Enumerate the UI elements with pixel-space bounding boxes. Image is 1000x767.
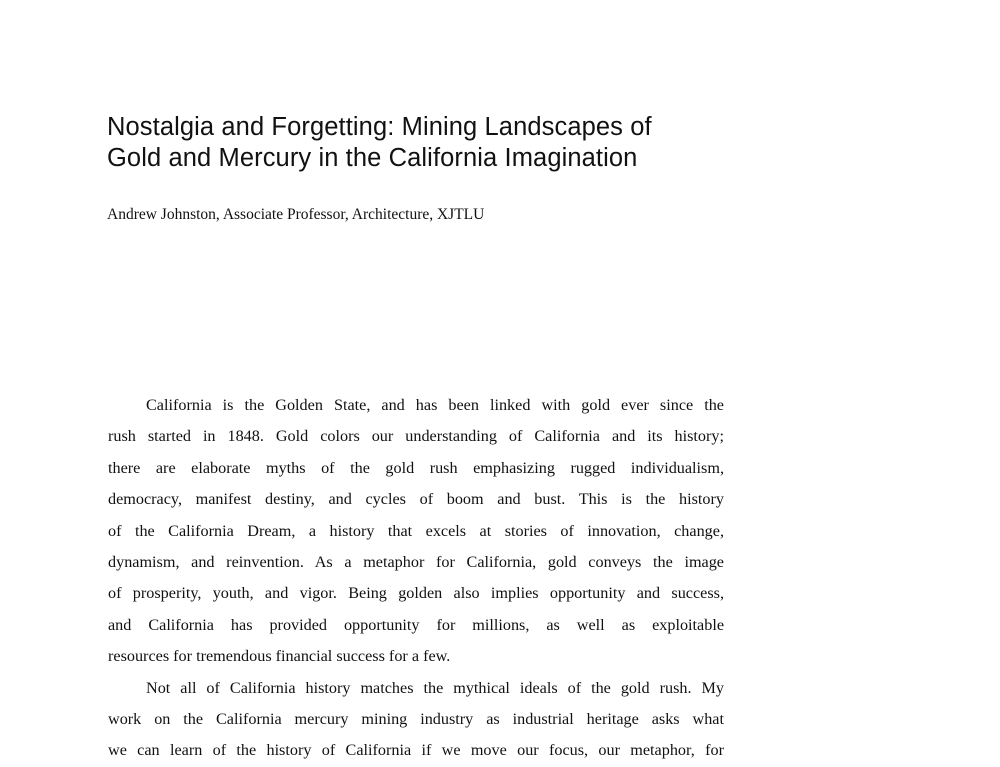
title-line: Nostalgia and Forgetting: Mining Landscapes of — [107, 113, 652, 141]
author-line: Andrew Johnston, Associate Professor, Architecture, XJTLU — [107, 206, 485, 223]
body-line: resources for tremendous financial success for a few. — [108, 647, 451, 666]
body-line: Not all of California history matches the mythical ideals of the gold rush. My — [146, 678, 724, 697]
body-line: work on the California mercury mining industry as industrial heritage asks what — [108, 709, 724, 728]
body-line: California is the Golden State, and has been linked with gold ever since the — [146, 396, 724, 414]
body-line: rush started in 1848. Gold colors our understanding of California and its history; — [108, 427, 724, 446]
body-text — [108, 390, 724, 760]
paper-title — [107, 112, 767, 174]
body-line: of the California Dream, a history that excels at stories of innovation, change, — [108, 521, 724, 540]
body-line: and California has provided opportunity for millions, as well as exploitable — [108, 615, 724, 634]
body-line: dynamism, and reinvention. As a metaphor for California, gold conveys the image — [108, 552, 724, 571]
title-line: Gold and Mercury in the California Imagination — [107, 144, 638, 172]
body-line: there are elaborate myths of the gold rush emphasizing rugged individualism, — [108, 458, 724, 477]
body-line: we can learn of the history of California if we move our focus, our metaphor, for — [108, 741, 724, 760]
body-line: of prosperity, youth, and vigor. Being golden also implies opportunity and success, — [108, 584, 724, 603]
body-line: democracy, manifest destiny, and cycles of boom and bust. This is the history — [108, 490, 724, 509]
